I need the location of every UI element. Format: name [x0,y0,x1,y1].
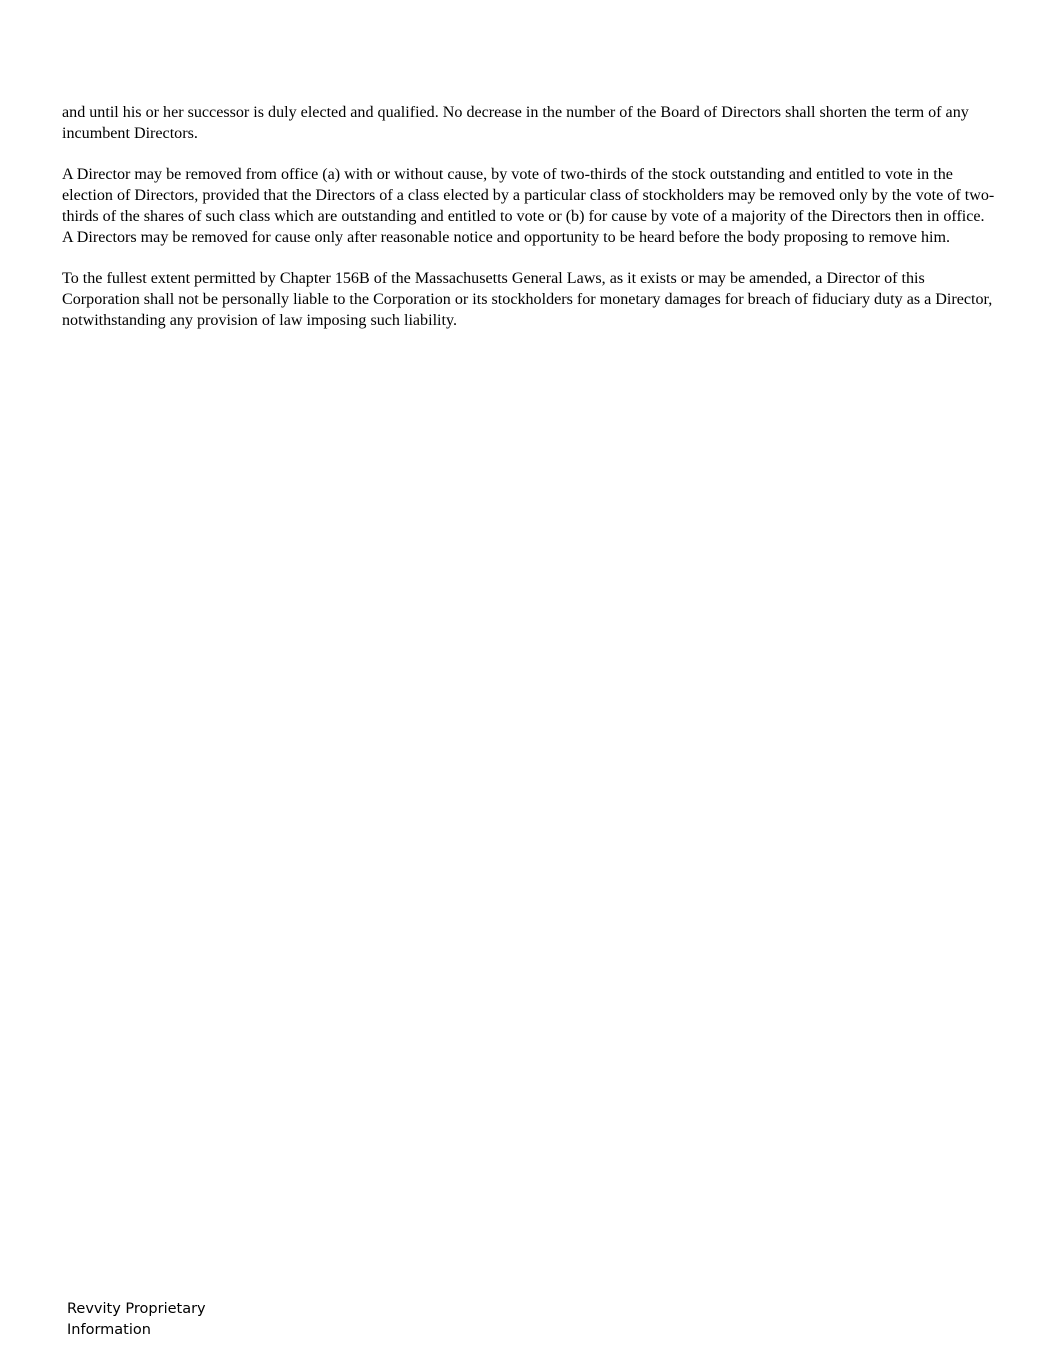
paragraph-director-removal: A Director may be removed from office (a) with or without cause, by vote of two-thirds of the stock outstanding and entitled to vote in the election of Directors, provided that the Directors of a class elected by a particular class of stockholders may be removed only by the vote of two-thirds of the shares of such class which are outstanding and entitled to vote or (b) for cause by vote of a majority of the Directors then in office. A Directors may be removed for cause only after reasonable notice and opportunity to be heard before the body proposing to remove him. [62,166,995,246]
paragraph-director-liability: To the fullest extent permitted by Chapter 156B of the Massachusetts General Laws, as it exists or may be amended, a Director of this Corporation shall not be personally liable to the Corporation or its stockholders for monetary damages for breach of fiduciary duty as a Director, notwithstanding any provision of law imposing such liability. [62,270,993,329]
document-body [62,103,997,353]
footer-proprietary-notice: Revvity Proprietary Information [67,1301,206,1338]
paragraph-term-continuation: and until his or her successor is duly elected and qualified. No decrease in the number of the Board of Directors shall shorten the term of any incumbent Directors. [62,104,969,142]
